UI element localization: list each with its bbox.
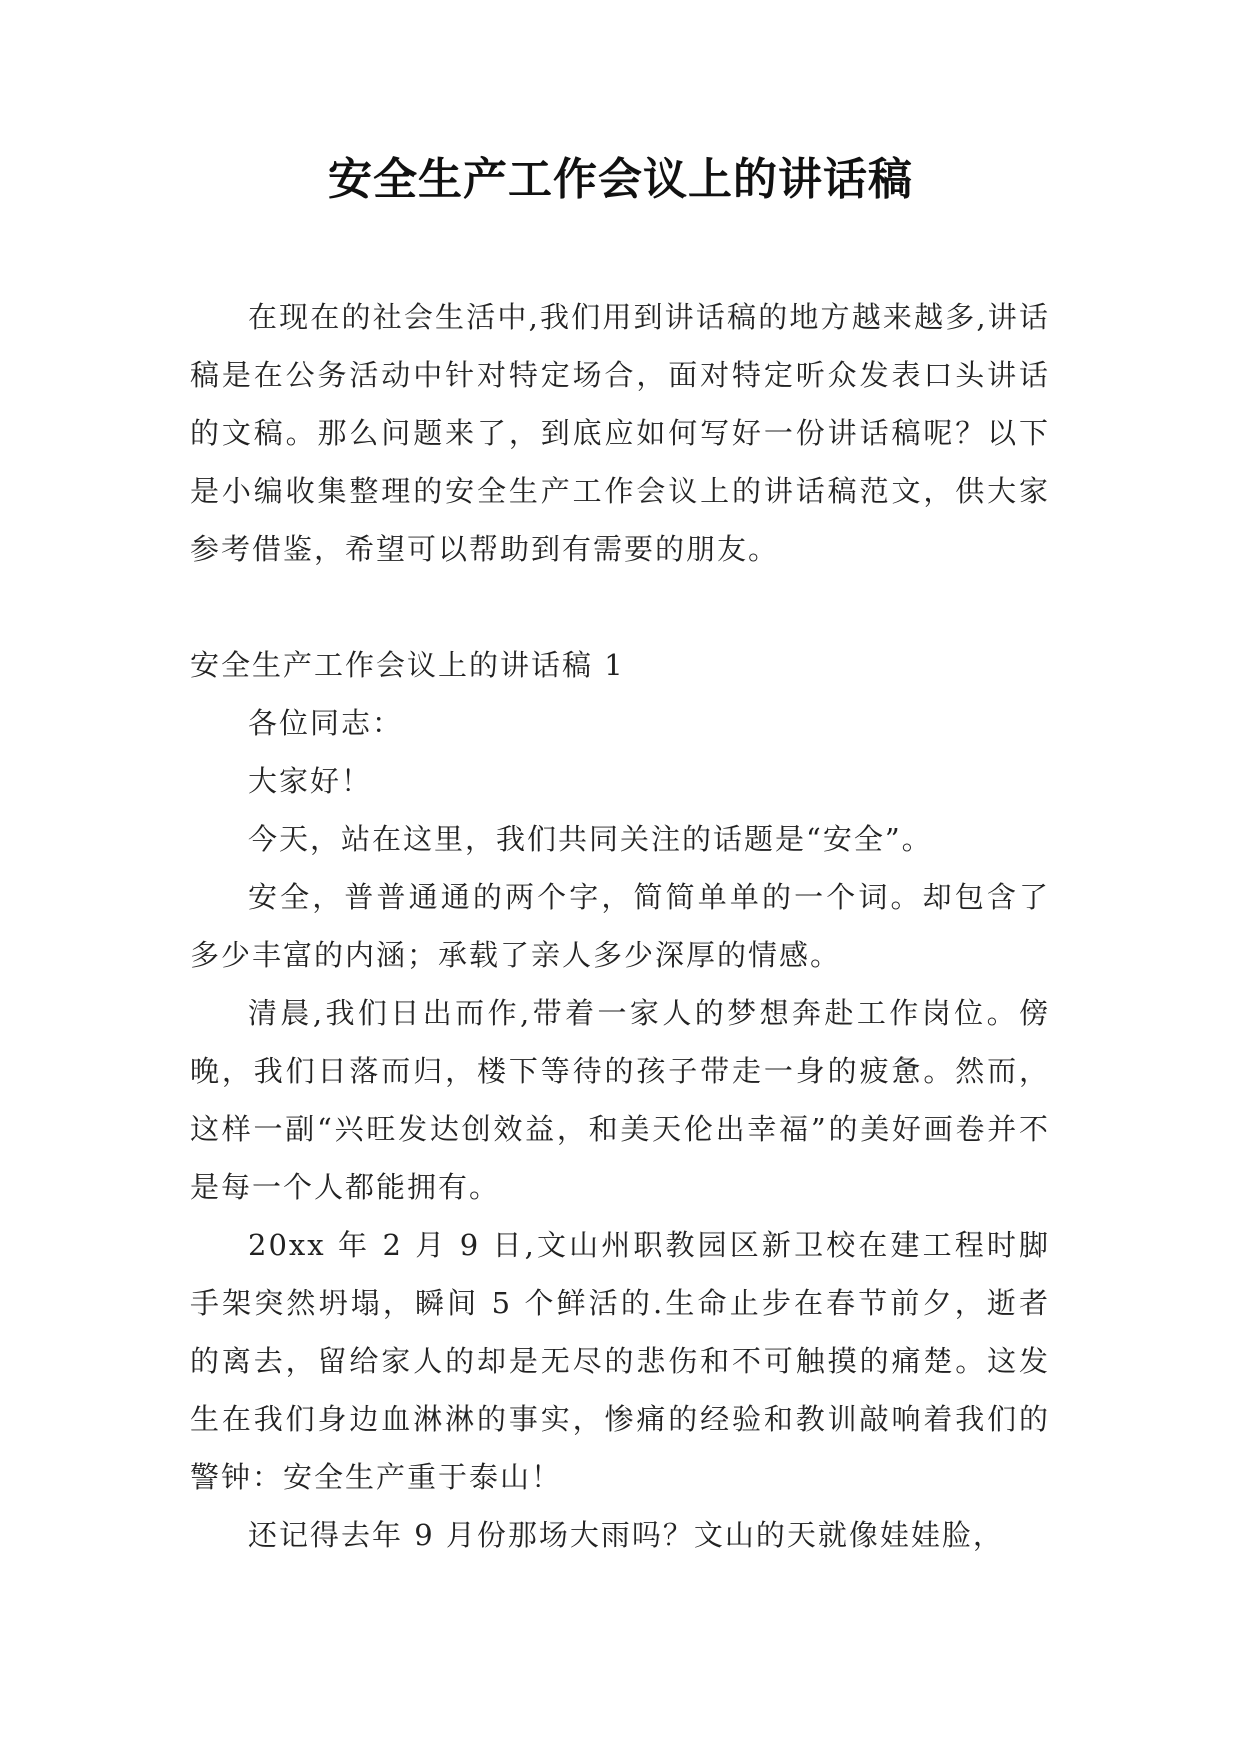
body-paragraph: 今天，站在这里，我们共同关注的话题是“安全”。	[248, 822, 933, 856]
section-heading: 安全生产工作会议上的讲话稿 1	[190, 648, 625, 682]
intro-paragraph: 在现在的社会生活中,我们用到讲话稿的地方越来越多,讲话稿是在公务活动中针对特定场合，面对特定听众发表口头讲话的文稿。那么问题来了，到底应如何写好一份讲话稿呢？以下是小编收集整理的安全生产工作会议上的讲话稿范文，供大家参考借鉴，希望可以帮助到有需要的朋友。	[190, 300, 1050, 566]
document-body	[190, 288, 1050, 1564]
body-paragraph: 安全，普普通通的两个字，简简单单的一个词。却包含了多少丰富的内涵；承载了亲人多少深厚的情感。	[190, 880, 1050, 972]
body-paragraph: 大家好！	[248, 764, 373, 798]
body-paragraph: 各位同志：	[248, 706, 404, 740]
body-paragraph: 20xx 年 2 月 9 日,文山州职教园区新卫校在建工程时脚手架突然坍塌，瞬间 5 个鲜活的.生命止步在春节前夕，逝者的离去，留给家人的却是无尽的悲伤和不可触摸的痛楚。这发生在我们身边血淋淋的事实，惨痛的经验和教训敲响着我们的警钟：安全生产重于泰山！	[190, 1228, 1050, 1494]
body-paragraph: 清晨,我们日出而作,带着一家人的梦想奔赴工作岗位。傍晚，我们日落而归，楼下等待的孩子带走一身的疲惫。然而，这样一副“兴旺发达创效益，和美天伦出幸福”的美好画卷并不是每一个人都能拥有。	[190, 996, 1050, 1204]
body-paragraph: 还记得去年 9 月份那场大雨吗？文山的天就像娃娃脸，	[248, 1518, 1004, 1552]
document-title: 安全生产工作会议上的讲话稿	[328, 154, 913, 205]
section-spacer	[190, 578, 1050, 636]
